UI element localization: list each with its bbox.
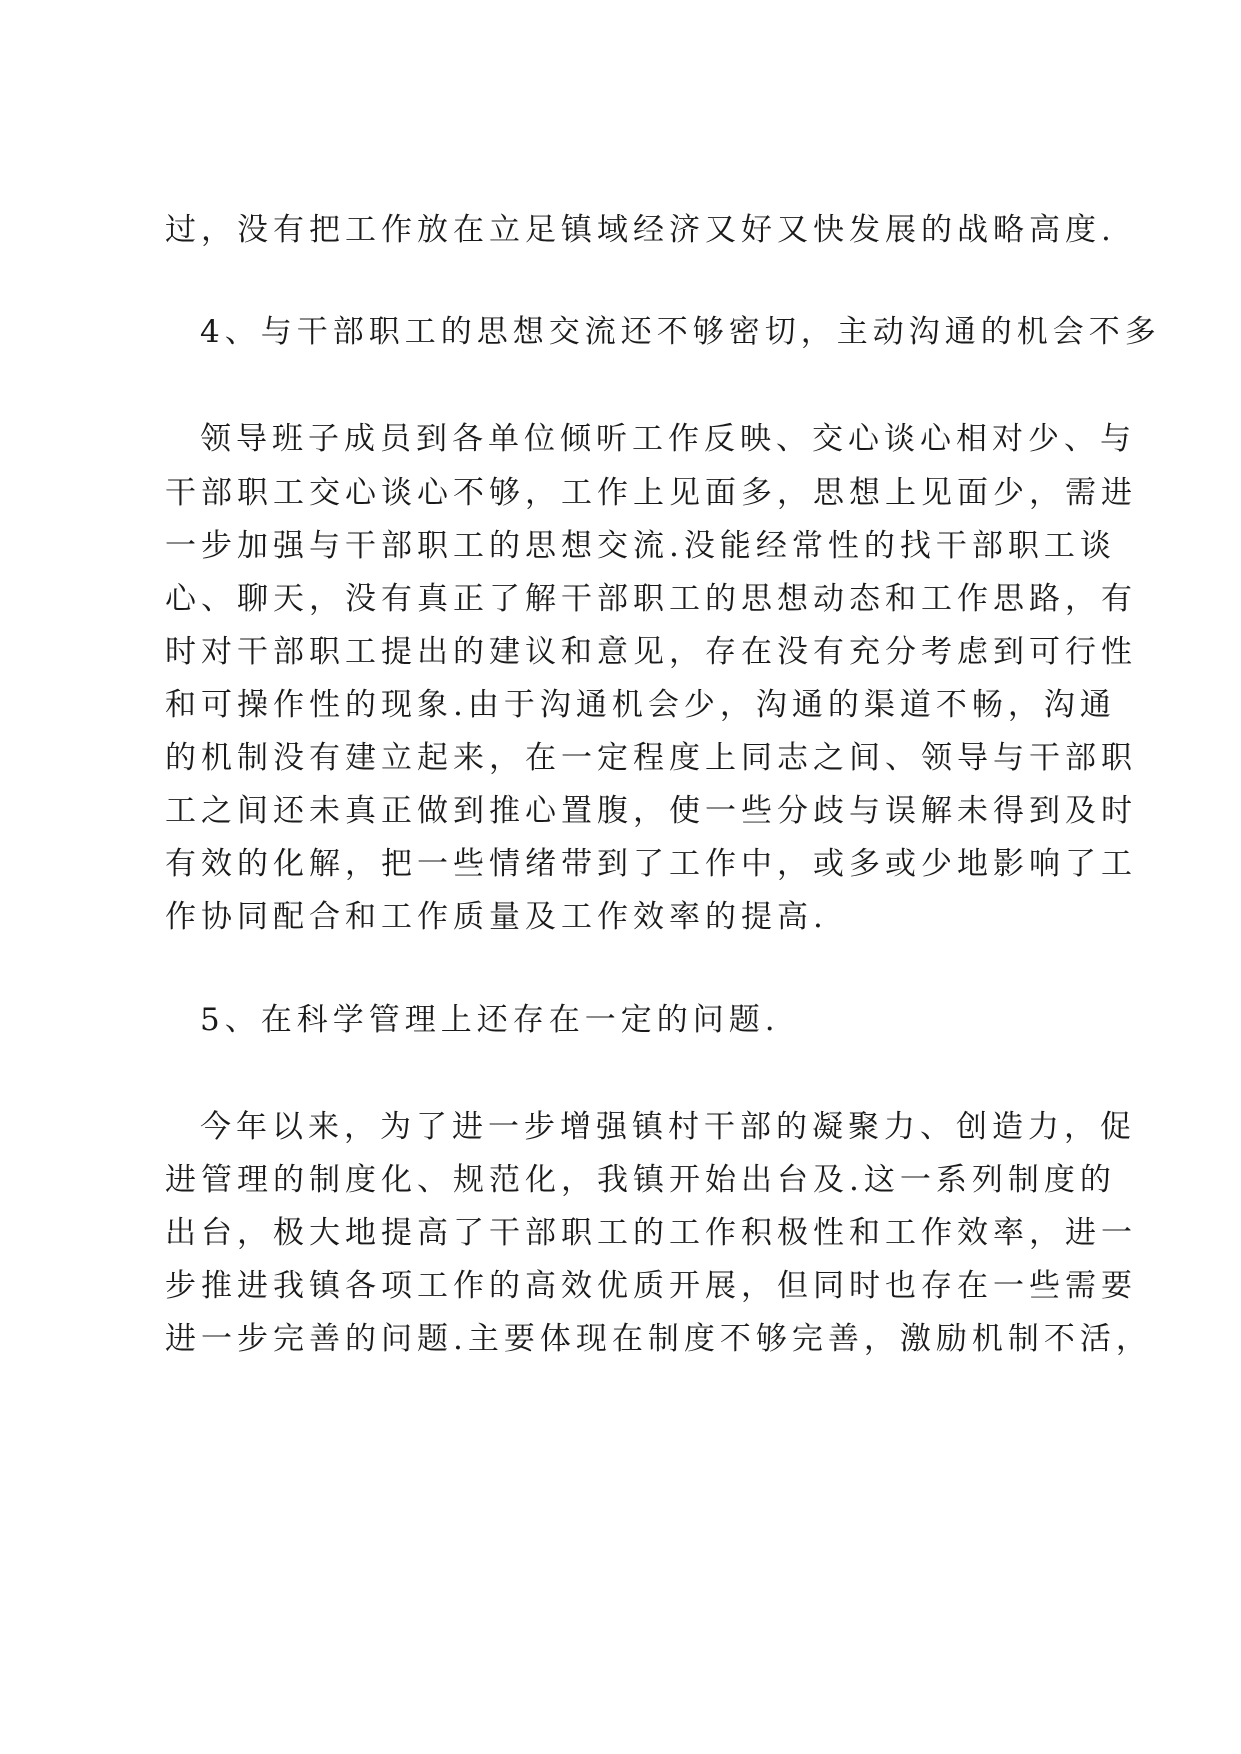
paragraph-line: 的机制没有建立起来，在一定程度上同志之间、领导与干部职	[165, 740, 1137, 776]
paragraph-line: 进管理的制度化、规范化，我镇开始出台及.这一系列制度的	[165, 1162, 1116, 1198]
paragraph-line: 时对干部职工提出的建议和意见，存在没有充分考虑到可行性	[165, 634, 1137, 670]
paragraph-line: 一步加强与干部职工的思想交流.没能经常性的找干部职工谈	[165, 528, 1116, 564]
paragraph-line: 和可操作性的现象.由于沟通机会少，沟通的渠道不畅，沟通	[165, 687, 1116, 723]
paragraph-line: 步推进我镇各项工作的高效优质开展，但同时也存在一些需要	[165, 1268, 1137, 1304]
paragraph-line: 领导班子成员到各单位倾听工作反映、交心谈心相对少、与	[200, 421, 1136, 457]
text-line: 过，没有把工作放在立足镇域经济又好又快发展的战略高度.	[165, 212, 1116, 248]
paragraph-line: 心、聊天，没有真正了解干部职工的思想动态和工作思路，有	[165, 581, 1137, 617]
section-heading-4: 4、与干部职工的思想交流还不够密切，主动沟通的机会不多	[200, 314, 1161, 350]
paragraph-line: 作协同配合和工作质量及工作效率的提高.	[165, 899, 828, 935]
section-heading-5: 5、在科学管理上还存在一定的问题.	[200, 1002, 780, 1038]
paragraph-line: 干部职工交心谈心不够，工作上见面多，思想上见面少，需进	[165, 475, 1137, 511]
paragraph-line: 有效的化解，把一些情绪带到了工作中，或多或少地影响了工	[165, 846, 1137, 882]
paragraph-line: 工之间还未真正做到推心置腹，使一些分歧与误解未得到及时	[165, 793, 1137, 829]
paragraph-line: 出台，极大地提高了干部职工的工作积极性和工作效率，进一	[165, 1215, 1137, 1251]
paragraph-line: 进一步完善的问题.主要体现在制度不够完善，激励机制不活，	[165, 1321, 1152, 1357]
paragraph-line: 今年以来，为了进一步增强镇村干部的凝聚力、创造力，促	[200, 1109, 1136, 1145]
